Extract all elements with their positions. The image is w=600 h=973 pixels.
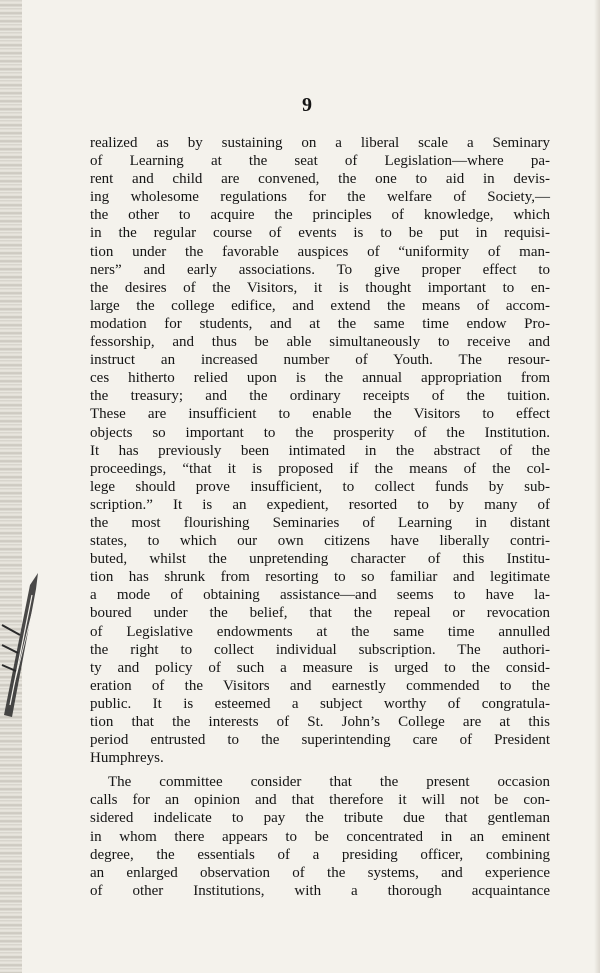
text-line: modation for students, and at the same time endow Pro- (90, 315, 550, 332)
text-line: of Learning at the seat of Legislation—where pa- (90, 153, 550, 170)
text-line: the treasury; and the ordinary receipts of the tuition. (90, 388, 550, 405)
text-line: boured under the belief, that the repeal or revocation (90, 605, 550, 622)
text-line: public. It is esteemed a subject worthy of congratula- (90, 695, 550, 712)
text-line: tion has shrunk from resorting to so familiar and legitimate (90, 569, 550, 586)
text-line: in whom there appears to be concentrated in an eminent (90, 828, 550, 845)
text-line: ners” and early associations. To give proper effect to (90, 261, 550, 278)
paragraph (90, 773, 550, 900)
text-line: degree, the essentials of a presiding officer, combining (90, 846, 550, 863)
text-line: states, to which our own citizens have liberally contri- (90, 533, 550, 550)
paragraph (90, 134, 550, 767)
text-line: buted, whilst the unpretending character of this Institu- (90, 551, 550, 568)
text-line: fessorship, and thus be able simultaneously to receive and (90, 334, 550, 351)
text-line: These are insufficient to enable the Visitors to effect (90, 406, 550, 423)
text-line: the most flourishing Seminaries of Learning in distant (90, 514, 550, 531)
text-line: rent and child are convened, the one to aid in devis- (90, 171, 550, 188)
text-line: The committee consider that the present occasion (108, 774, 550, 791)
text-line: scription.” It is an expedient, resorted to by many of (90, 496, 550, 513)
text-line: tion under the favorable auspices of “uniformity of man- (90, 243, 550, 260)
text-line: calls for an opinion and that therefore it will not be con- (90, 792, 550, 809)
text-line: large the college edifice, and extend the means of accom- (90, 297, 550, 314)
text-line: a mode of obtaining assistance—and seems to have la- (90, 587, 550, 604)
text-line: lege should prove insufficient, to collect funds by sub- (90, 478, 550, 495)
text-line: proceedings, “that it is proposed if the means of the col- (90, 460, 550, 477)
scan-binding-edge (0, 0, 22, 973)
scan-right-edge (594, 0, 600, 973)
text-line: instruct an increased number of Youth. The resour- (90, 352, 550, 369)
body-text (90, 134, 550, 900)
text-line: It has previously been intimated in the abstract of the (90, 442, 550, 459)
text-line: the right to collect individual subscription. The authori- (90, 641, 550, 658)
text-line: ty and policy of such a measure is urged to the consid- (90, 659, 550, 676)
text-line: eration of the Visitors and earnestly commended to the (90, 677, 550, 694)
text-line: ces hitherto relied upon is the annual appropriation from (90, 370, 550, 387)
text-line: tion that the interests of St. John’s College are at this (90, 714, 550, 730)
text-line: period entrusted to the superintending care of President (90, 732, 550, 749)
page-number: 9 (302, 94, 313, 116)
margin-ornament (0, 565, 44, 725)
text-line: in the regular course of events is to be put in requisi- (90, 225, 550, 242)
text-line: ing wholesome regulations for the welfare of Society,— (90, 189, 550, 206)
text-line: objects so important to the prosperity of the Institution. (90, 424, 550, 441)
text-line: Humphreys. (90, 750, 164, 767)
text-line: sidered indelicate to pay the tribute due that gentleman (90, 810, 550, 827)
text-line: the other to acquire the principles of knowledge, which (90, 207, 550, 224)
text-line: realized as by sustaining on a liberal scale a Seminary (90, 135, 550, 151)
text-line: of other Institutions, with a thorough acquaintance (90, 882, 550, 899)
text-line: an enlarged observation of the systems, and experience (90, 864, 550, 881)
text-line: of Legislative endowments at the same time annulled (90, 623, 550, 640)
text-line: the desires of the Visitors, it is thought important to en- (90, 279, 550, 296)
